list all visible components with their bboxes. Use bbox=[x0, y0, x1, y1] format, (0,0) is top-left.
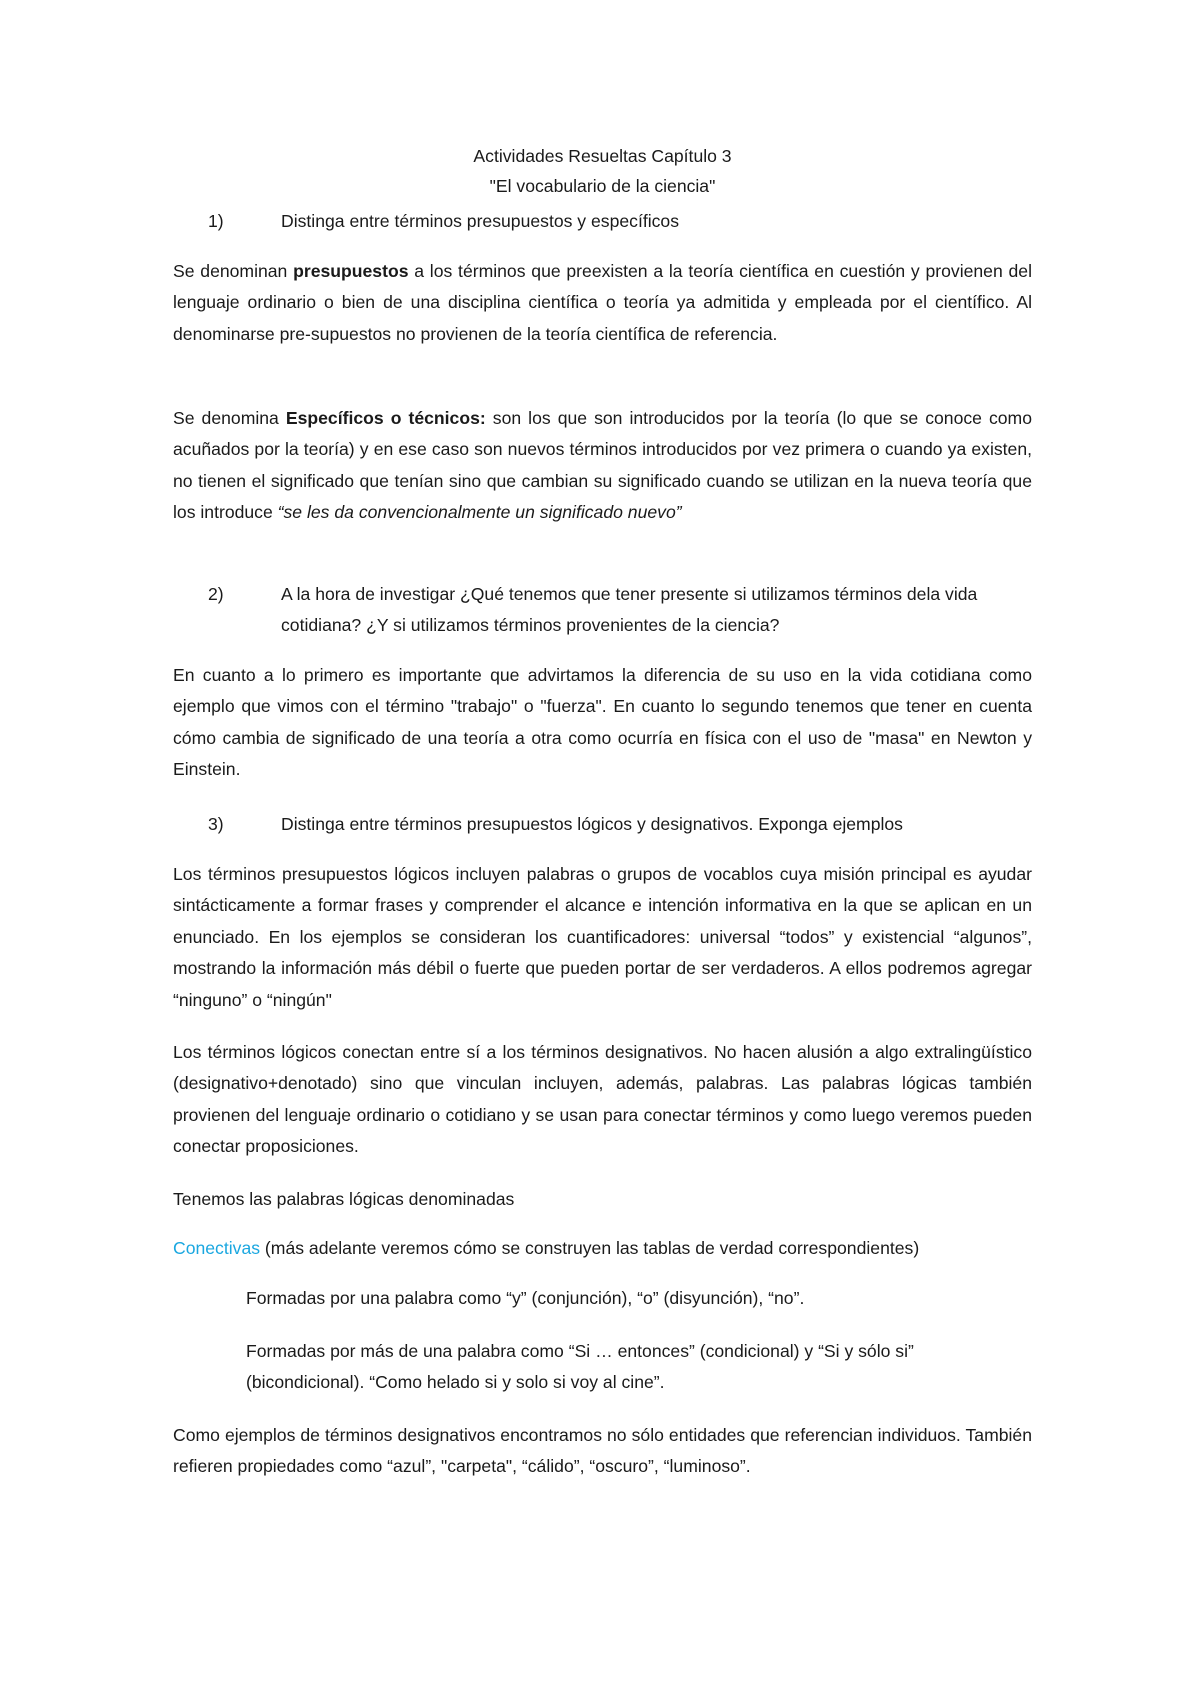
answer-1-p1-rest: a los términos que preexisten a la teoría científica en cuestión y provienen del lenguaje ordinario o bien de una disciplina científica o teoría ya admitida y empleada por el científico. Al denominarse pre-supuestos no provienen de la teoría científica de referencia. bbox=[173, 261, 1032, 344]
answer-3-paragraph-4: Como ejemplos de términos designativos encontramos no sólo entidades que referencian individuos. También refieren propiedades como “azul”, "carpeta", “cálido”, “oscuro”, “luminoso”. bbox=[173, 1425, 1032, 1477]
question-1-number: 1) bbox=[208, 211, 224, 231]
question-3-number: 3) bbox=[208, 814, 224, 834]
document-subtitle: "El vocabulario de la ciencia" bbox=[489, 176, 716, 196]
question-1-text: Distinga entre términos presupuestos y específicos bbox=[281, 211, 680, 231]
answer-1-p2-body: son los que son introducidos por la teoría (lo que se conoce como acuñados por la teoría) y en ese caso son nuevos términos introducidos por vez primera o cuando ya existen, no tienen el significado que tenían sino que cambian su significado cuando se utilizan en la nueva teoría que los introduce bbox=[173, 408, 1032, 523]
answer-2-paragraph: En cuanto a lo primero es importante que advirtamos la diferencia de su uso en la vida cotidiana como ejemplo que vimos con el término "trabajo" o "fuerza". En cuanto lo segundo tenemos que tener en cuenta cómo cambia de significado de una teoría a otra como ocurría en física con el uso de "masa" en Newton y Einstein. bbox=[173, 665, 1032, 780]
question-2-number: 2) bbox=[208, 584, 224, 604]
question-3-text: Distinga entre términos presupuestos lógicos y designativos. Exponga ejemplos bbox=[281, 814, 903, 834]
conectivas-label: Conectivas bbox=[173, 1238, 261, 1258]
answer-3-paragraph-1: Los términos presupuestos lógicos incluyen palabras o grupos de vocablos cuya misión principal es ayudar sintácticamente a formar frases y comprender el alcance e intención informativa en la que se aplican en un enunciado. En los ejemplos se consideran los cuantificadores: universal “todos” y existencial “algunos”, mostrando la información más débil o fuerte que pueden portar de ser verdaderos. A ellos podremos agregar “ninguno” o “ningún" bbox=[173, 864, 1032, 1010]
answer-1-p1-bold-term: presupuestos bbox=[293, 261, 409, 281]
question-2-text: A la hora de investigar ¿Qué tenemos que tener presente si utilizamos términos dela vida cotidiana? ¿Y si utilizamos términos provenientes de la ciencia? bbox=[281, 584, 978, 635]
document-title: Actividades Resueltas Capítulo 3 bbox=[473, 146, 732, 166]
answer-1-paragraph-1 bbox=[173, 256, 1032, 350]
answer-3-paragraph-3: Tenemos las palabras lógicas denominadas bbox=[173, 1189, 515, 1209]
conectivas-heading bbox=[173, 1233, 1032, 1264]
answer-1-p2-lead: Se denomina bbox=[173, 408, 286, 428]
conectivas-note: (más adelante veremos cómo se construyen las tablas de verdad correspondientes) bbox=[260, 1238, 920, 1258]
answer-1-paragraph-2 bbox=[173, 403, 1032, 529]
answer-1-p2-bold-term: Específicos o técnicos: bbox=[285, 408, 486, 428]
conectivas-item-2: Formadas por más de una palabra como “Si … entonces” (condicional) y “Si y sólo si” (bicondicional). “Como helado si y solo si voy al cine”. bbox=[246, 1341, 914, 1393]
answer-1-p2-quote: “se les da convencionalmente un significado nuevo” bbox=[277, 502, 682, 523]
answer-3-paragraph-2: Los términos lógicos conectan entre sí a los términos designativos. No hacen alusión a algo extralingüístico (designativo+denotado) sino que vinculan incluyen, además, palabras. Las palabras lógicas también provienen del lenguaje ordinario o cotidiano y se usan para conectar términos y como luego veremos pueden conectar proposiciones. bbox=[173, 1042, 1032, 1157]
conectivas-item-1: Formadas por una palabra como “y” (conjunción), “o” (disyunción), “no”. bbox=[246, 1288, 805, 1308]
answer-1-p1-lead: Se denominan bbox=[173, 261, 294, 281]
